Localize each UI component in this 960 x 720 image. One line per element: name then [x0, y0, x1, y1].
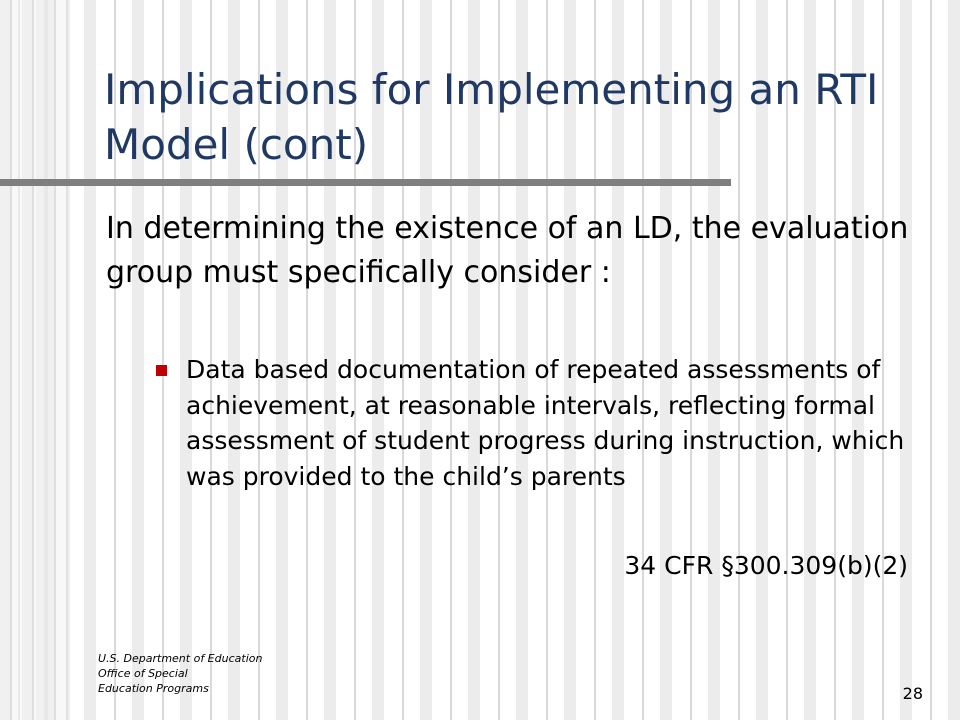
bullet-text: Data based documentation of repeated assessments of achievement, at reasonable intervals, reflecting formal assessment of student progress during instruction, which was provided to the child’s parents — [186, 355, 905, 491]
slide-title: Implications for Implementing an RTI Model (cont) — [104, 65, 879, 169]
title-divider — [0, 179, 731, 186]
footer-agency-line: U.S. Department of Education — [98, 652, 263, 665]
footer-agency-line: Education Programs — [98, 682, 209, 695]
legal-citation: 34 CFR §300.309(b)(2) — [624, 551, 908, 580]
decorative-stripes — [0, 0, 70, 720]
footer-agency — [98, 651, 328, 696]
square-bullet-icon — [156, 365, 167, 376]
page-number: 28 — [902, 684, 923, 703]
footer-agency-line: Office of Special — [98, 667, 188, 680]
lead-paragraph: In determining the existence of an LD, the evaluation group must specifically consider : — [106, 211, 909, 290]
